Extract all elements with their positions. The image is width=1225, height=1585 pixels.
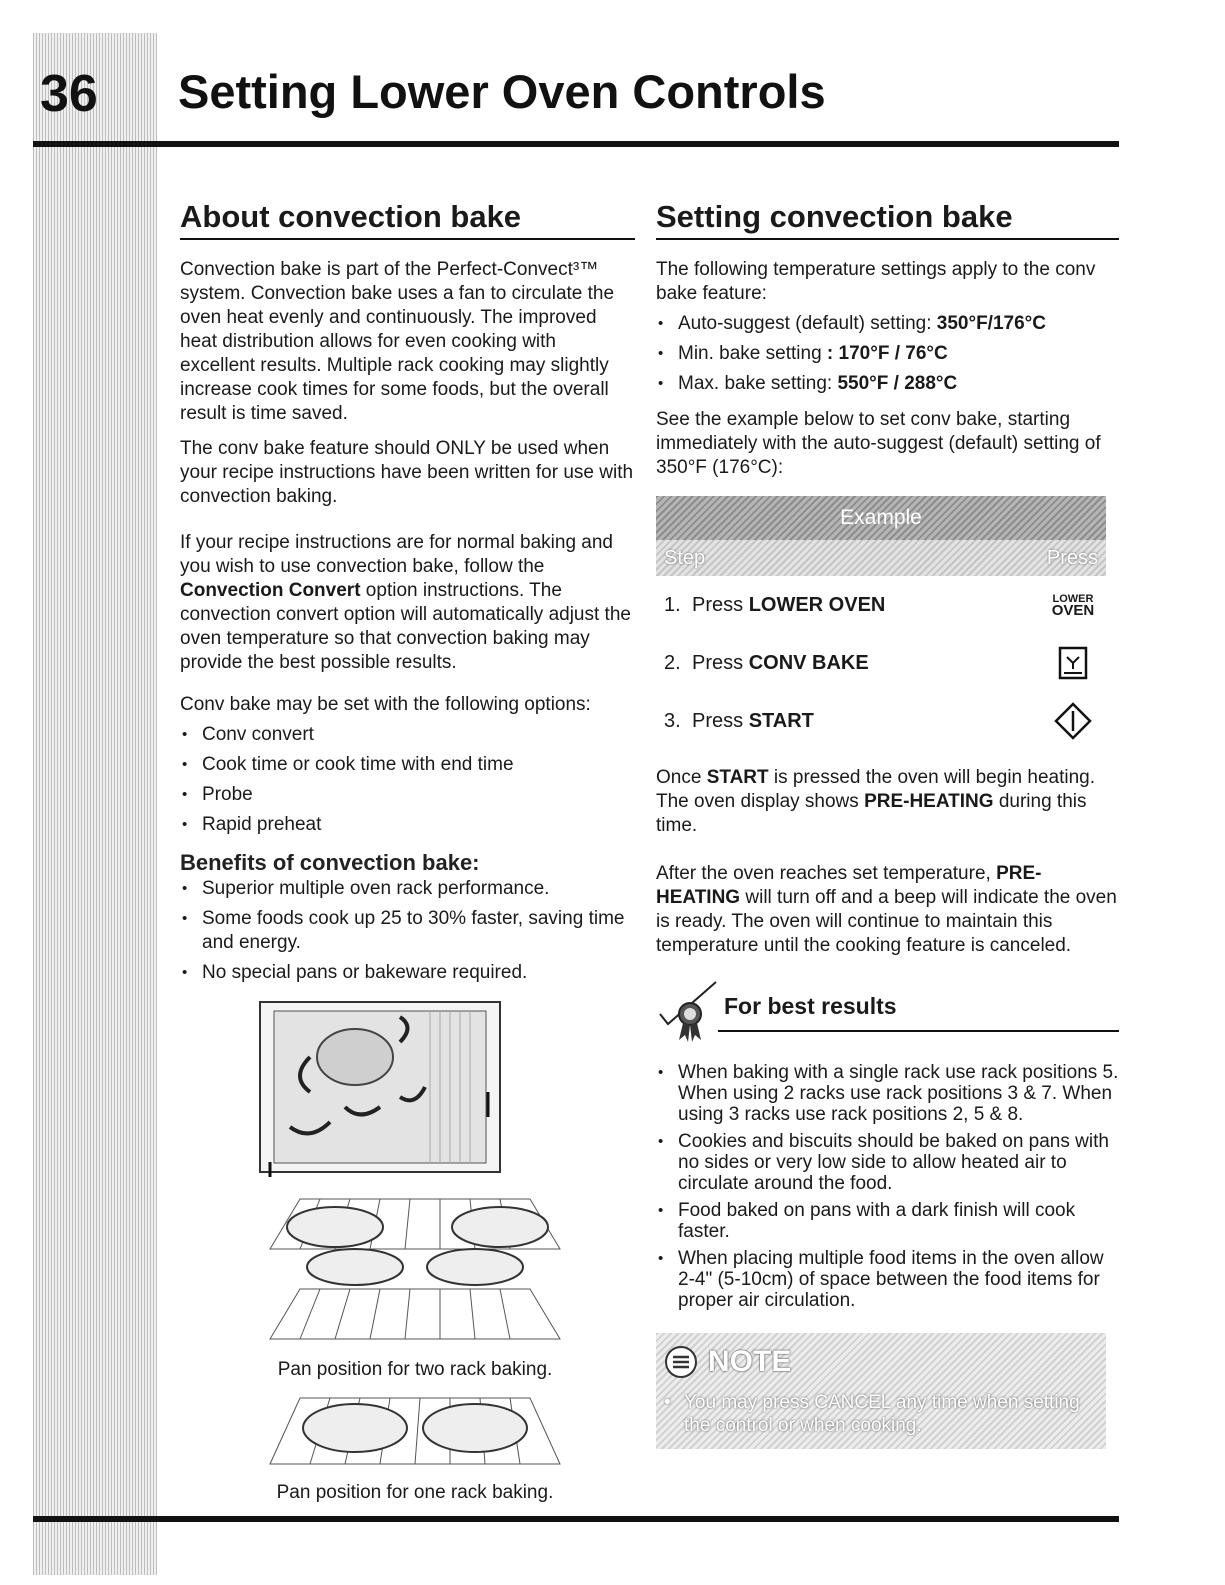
list-item: • Rapid preheat	[180, 813, 635, 837]
after-text-a: After the oven reaches set temperature,	[656, 863, 997, 884]
table-row	[656, 692, 1106, 750]
left-column	[180, 200, 635, 1515]
list-item: • No special pans or bakeware required.	[180, 961, 635, 985]
preheating-term: PRE-HEATING	[864, 791, 994, 812]
start-text-c: is pressed the oven will begin heating. The oven display shows	[656, 767, 1095, 812]
list-item	[656, 372, 1119, 396]
step-key: START	[748, 710, 814, 732]
setting-value: : 170°F / 76°C	[826, 343, 948, 364]
note-box	[656, 1333, 1106, 1449]
step-text	[664, 651, 869, 675]
step-number: 1.	[664, 594, 681, 616]
benefits-heading: Benefits of convection bake:	[180, 850, 480, 875]
setting-convection-heading: Setting convection bake	[656, 200, 1119, 240]
preheating-term: PRE-HEATING	[656, 863, 1042, 908]
table-row	[656, 634, 1106, 692]
note-text: • You may press CANCEL any time when setting the control or when cooking.	[662, 1391, 1104, 1437]
start-key-icon	[1048, 701, 1098, 741]
list-item	[656, 312, 1119, 336]
step-key: CONV BAKE	[748, 652, 869, 674]
oven-interior-illustration	[250, 997, 510, 1182]
list-item: • Cook time or cook time with end time	[180, 753, 635, 777]
figures	[250, 997, 635, 1505]
list-item: • Superior multiple oven rack performance.	[180, 877, 635, 901]
step-column-header: Step	[664, 547, 706, 569]
start-text-e: during this time.	[656, 791, 1087, 836]
bottom-rule	[33, 1516, 1119, 1522]
two-rack-illustration	[250, 1189, 580, 1349]
example-title: Example	[656, 496, 1106, 540]
after-paragraph	[656, 862, 1119, 958]
after-text-c: will turn off and a beep will indicate the oven is ready. The oven will continue to maintain this temperature until the cooking feature is canceled.	[656, 887, 1117, 956]
table-row	[656, 576, 1106, 634]
one-rack-caption: Pan position for one rack baking.	[276, 1482, 554, 1503]
benefits-list	[180, 877, 635, 985]
step-prefix: Press	[692, 710, 749, 732]
page-sidebar-band	[33, 33, 157, 1575]
step-text	[664, 709, 814, 733]
step-key: LOWER OVEN	[748, 594, 886, 616]
settings-list	[656, 312, 1119, 396]
two-rack-caption: Pan position for two rack baking.	[277, 1359, 553, 1380]
setting-value: 550°F / 288°C	[837, 373, 958, 394]
step-text	[664, 593, 885, 617]
right-column	[656, 200, 1119, 1449]
best-results-list	[656, 1062, 1119, 1311]
options-list	[180, 723, 635, 837]
one-rack-illustration	[250, 1392, 580, 1472]
step-prefix: Press	[692, 594, 749, 616]
ribbon-icon	[656, 980, 718, 1046]
setting-value: 350°F/176°C	[936, 313, 1046, 334]
list-item: • When baking with a single rack use rack positions 5. When using 2 racks use rack positions 3 & 7. When using 3 racks use rack positions 2, 5 & 8.	[656, 1062, 1119, 1125]
start-term: START	[706, 767, 769, 788]
step-number: 3.	[664, 710, 681, 732]
start-paragraph	[656, 766, 1119, 838]
list-item: • When placing multiple food items in the oven allow 2-4" (5-10cm) of space between the food items for proper air circulation.	[656, 1248, 1119, 1311]
setting-label: Min. bake setting	[678, 343, 827, 364]
list-item: • Probe	[180, 783, 635, 807]
title-rule	[33, 141, 1119, 147]
page-title: Setting Lower Oven Controls	[178, 65, 826, 118]
step-number: 2.	[664, 652, 681, 674]
convert-text-c: option instructions. The convection convert option will automatically adjust the oven temperature so that convection baking may provide the best possible results.	[180, 580, 631, 673]
convection-convert-term: Convection Convert	[180, 580, 361, 601]
convert-paragraph	[180, 531, 635, 675]
setting-label: Max. bake setting:	[678, 373, 838, 394]
example-column-headers	[656, 540, 1106, 576]
example-table	[656, 496, 1106, 750]
list-item: • Some foods cook up 25 to 30% faster, saving time and energy.	[180, 907, 635, 955]
step-prefix: Press	[692, 652, 749, 674]
press-column-header: Press	[1046, 547, 1098, 569]
list-item	[656, 342, 1119, 366]
about-convection-heading: About convection bake	[180, 200, 635, 240]
example-intro: See the example below to set conv bake, starting immediately with the auto-suggest (default) setting of 350°F (176°C):	[656, 409, 1101, 478]
note-title: NOTE	[708, 1345, 792, 1378]
setting-label: Auto-suggest (default) setting:	[678, 313, 937, 334]
start-text-a: Once	[656, 767, 707, 788]
best-results-title: For best results	[718, 994, 1119, 1032]
list-item: • Food baked on pans with a dark finish will cook faster.	[656, 1200, 1119, 1242]
settings-intro: The following temperature settings apply to the conv bake feature:	[656, 259, 1096, 304]
conv-bake-key-icon	[1048, 646, 1098, 680]
list-item: • Cookies and biscuits should be baked on pans with no sides or very low side to allow heated air to circulate around the food.	[656, 1131, 1119, 1194]
list-item: • Conv convert	[180, 723, 635, 747]
intro-paragraph: Convection bake is part of the Perfect-Convect³™ system. Convection bake uses a fan to circulate the oven heat evenly and continuously. The improved heat distribution allows for even cooking with excellent results. Multiple rack cooking may slightly increase cook times for some foods, but the overall result is time saved.	[180, 259, 615, 424]
page-number: 36	[40, 65, 98, 123]
note-icon	[664, 1345, 698, 1379]
lower-oven-key-top: LOWER	[1052, 593, 1094, 605]
lower-oven-key-icon	[1048, 593, 1098, 617]
conv-only-paragraph: The conv bake feature should ONLY be used when your recipe instructions have been written for use with convection baking.	[180, 438, 634, 507]
convert-text-a: If your recipe instructions are for normal baking and you wish to use convection bake, follow the	[180, 532, 613, 577]
best-results-header	[656, 980, 1119, 1046]
note-header	[664, 1345, 791, 1379]
options-intro: Conv bake may be set with the following options:	[180, 694, 591, 715]
lower-oven-key-bottom: OVEN	[1051, 602, 1095, 619]
